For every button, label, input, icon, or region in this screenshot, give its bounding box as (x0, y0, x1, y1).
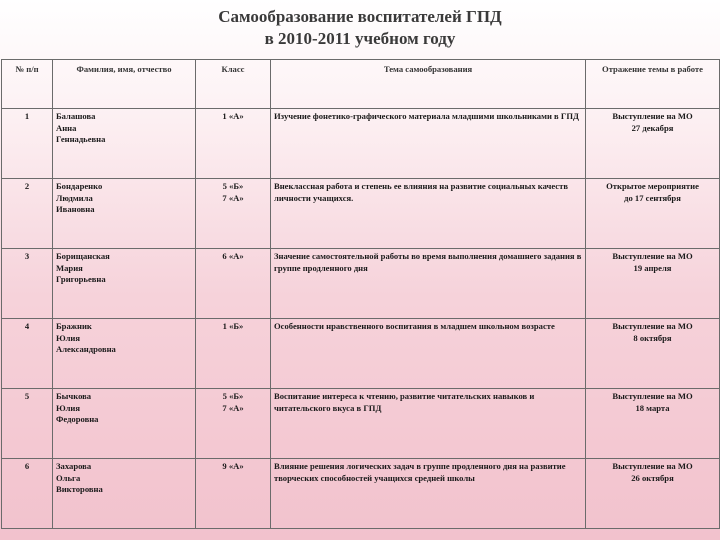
header-name: Фамилия, имя, отчество (53, 60, 196, 109)
row-fio (53, 389, 196, 459)
row-num: 5 (2, 389, 53, 459)
patronymic: Григорьевна (56, 274, 106, 284)
title-line-1: Самообразование воспитателей ГПД (218, 7, 502, 26)
surname: Бондаренко (56, 181, 103, 191)
report-date: до 17 сентября (624, 192, 681, 203)
row-report (586, 459, 720, 529)
row-topic (271, 389, 586, 459)
table-row (2, 459, 720, 529)
patronymic: Федоровна (56, 414, 99, 424)
report-date: 26 октября (631, 472, 674, 483)
class-2: 7 «А» (222, 192, 244, 203)
class-1: 9 «А» (222, 461, 244, 471)
table-row (2, 319, 720, 389)
class-1: 5 «Б» (222, 181, 244, 191)
row-class (196, 459, 271, 529)
teachers-table (1, 59, 720, 529)
report-type: Выступление на МО (612, 111, 693, 121)
row-class (196, 109, 271, 179)
table-header-row (2, 60, 720, 109)
class-1: 1 «А» (222, 111, 244, 121)
row-fio (53, 459, 196, 529)
header-num: № п/п (2, 60, 53, 109)
header-class: Класс (196, 60, 271, 109)
row-num: 2 (2, 179, 53, 249)
surname: Бражник (56, 321, 92, 331)
row-num: 4 (2, 319, 53, 389)
row-topic (271, 459, 586, 529)
table-row (2, 249, 720, 319)
report-date: 8 октября (633, 332, 672, 343)
patronymic: Геннадьевна (56, 134, 106, 144)
row-fio (53, 249, 196, 319)
class-1: 1 «Б» (222, 321, 244, 331)
topic-text: Особенности нравственного воспитания в младшем школьном возрасте (274, 321, 555, 331)
page-title (0, 6, 720, 50)
header-topic: Тема самообразования (271, 60, 586, 109)
row-topic (271, 319, 586, 389)
first-name: Юлия (56, 402, 80, 413)
row-fio (53, 179, 196, 249)
row-class (196, 179, 271, 249)
first-name: Людмила (56, 192, 93, 203)
row-num: 6 (2, 459, 53, 529)
surname: Захарова (56, 461, 92, 471)
class-2: 7 «А» (222, 402, 244, 413)
row-fio (53, 109, 196, 179)
table-row (2, 389, 720, 459)
report-type: Открытое мероприятие (606, 181, 699, 191)
row-class (196, 249, 271, 319)
table-row (2, 109, 720, 179)
class-1: 6 «А» (222, 251, 244, 261)
topic-text: Изучение фонетико-графического материала младшими школьниками в ГПД (274, 111, 579, 121)
report-type: Выступление на МО (612, 461, 693, 471)
report-date: 19 апреля (633, 262, 672, 273)
surname: Бычкова (56, 391, 92, 401)
header-report: Отражение темы в работе (586, 60, 720, 109)
patronymic: Викторовна (56, 484, 103, 494)
title-line-2: в 2010-2011 учебном году (264, 29, 456, 48)
row-report (586, 179, 720, 249)
class-1: 5 «Б» (222, 391, 244, 401)
topic-text: Значение самостоятельной работы во время выполнения домашнего задания в группе продленного дня (274, 251, 582, 273)
row-report (586, 249, 720, 319)
row-report (586, 319, 720, 389)
first-name: Анна (56, 122, 77, 133)
first-name: Мария (56, 262, 83, 273)
row-num: 3 (2, 249, 53, 319)
first-name: Юлия (56, 332, 80, 343)
report-type: Выступление на МО (612, 251, 693, 261)
row-class (196, 319, 271, 389)
report-date: 27 декабря (631, 122, 674, 133)
row-fio (53, 319, 196, 389)
first-name: Ольга (56, 472, 81, 483)
surname: Балашова (56, 111, 96, 121)
topic-text: Внеклассная работа и степень ее влияния на развитие социальных качеств личности учащихся. (274, 181, 568, 203)
row-class (196, 389, 271, 459)
report-type: Выступление на МО (612, 391, 693, 401)
topic-text: Воспитание интереса к чтению, развитие читательских навыков и читательского вкуса в ГПД (274, 391, 535, 413)
surname: Борищанская (56, 251, 110, 261)
row-report (586, 109, 720, 179)
table-row (2, 179, 720, 249)
row-report (586, 389, 720, 459)
row-topic (271, 179, 586, 249)
topic-text: Влияние решения логических задач в группе продленного дня на развитие творческих способностей учащихся средней школы (274, 461, 566, 483)
patronymic: Александровна (56, 344, 116, 354)
report-type: Выступление на МО (612, 321, 693, 331)
patronymic: Ивановна (56, 204, 95, 214)
row-num: 1 (2, 109, 53, 179)
report-date: 18 марта (635, 402, 670, 413)
row-topic (271, 249, 586, 319)
row-topic (271, 109, 586, 179)
